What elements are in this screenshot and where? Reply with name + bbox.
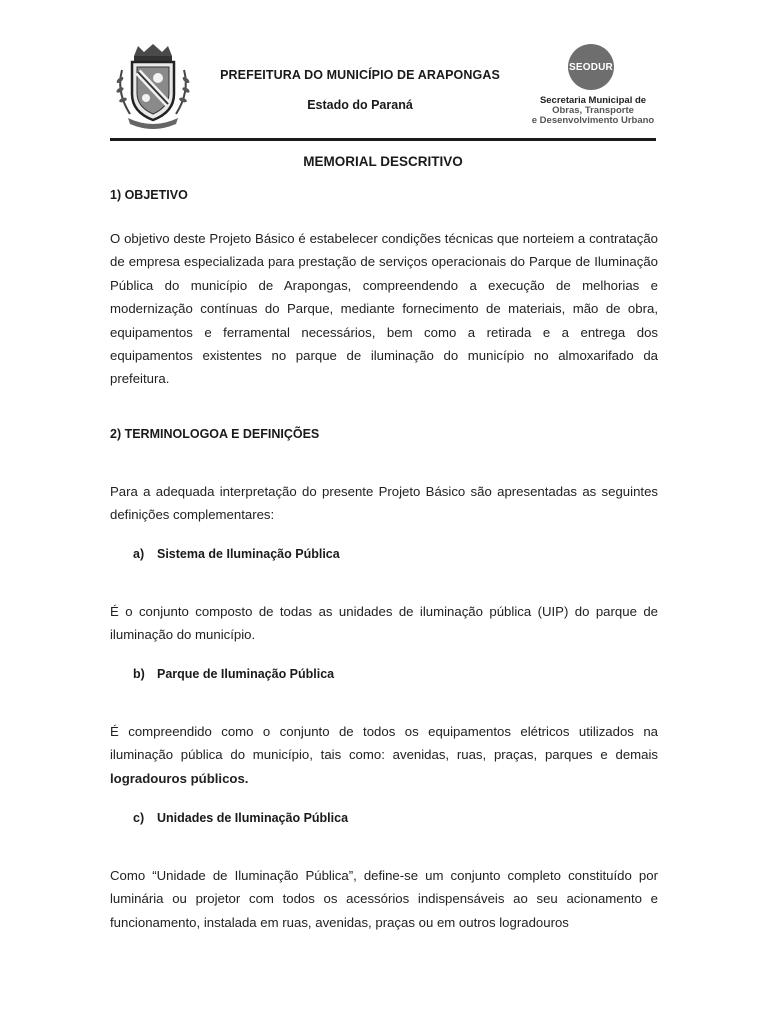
- definition-b-bold-text: logradouros públicos.: [110, 770, 249, 786]
- definition-a-paragraph: É o conjunto composto de todas as unidades de iluminação pública (UIP) do parque de iluminação do município.: [110, 604, 658, 643]
- seodur-line-2: Obras, Transporte: [552, 105, 634, 116]
- header-text: [200, 68, 520, 112]
- seodur-line-1: Secretaria Municipal de: [539, 95, 647, 106]
- definition-c-marker: c): [133, 811, 145, 825]
- definition-b-paragraph: [110, 720, 658, 790]
- document-header: [110, 40, 656, 136]
- definition-c-title: Unidades de Iluminação Pública: [157, 811, 349, 825]
- section-1-paragraph: O objetivo deste Projeto Básico é estabelecer condições técnicas que norteiem a contratação de empresa especializada para prestação de serviços operacionais do Parque de Iluminação Pública do município de Arapongas, compreendendo a execução de melhorias e modernização contínuas do Parque, mediante fornecimento de materiais, mão de obra, equipamentos e ferramental necessários, bem como a retirada e a entrega dos equipamentos existentes no parque de iluminação do município no almoxarifado da prefeitura.: [110, 231, 658, 387]
- definition-a-heading: [133, 547, 340, 561]
- definition-a-title: Sistema de Iluminação Pública: [157, 547, 340, 561]
- seodur-line-3: e Desenvolvimento Urbano: [531, 115, 655, 126]
- definition-b-title: Parque de Iluminação Pública: [157, 667, 335, 681]
- state-name: Estado do Paraná: [307, 98, 413, 112]
- section-2-heading: 2) TERMINOLOGOA E DEFINIÇÕES: [110, 427, 320, 441]
- org-title: PREFEITURA DO MUNICÍPIO DE ARAPONGAS: [220, 68, 500, 82]
- document-title: MEMORIAL DESCRITIVO: [303, 154, 463, 169]
- seodur-logo: [528, 44, 658, 128]
- definition-b-marker: b): [133, 667, 145, 681]
- section-2-paragraph: Para a adequada interpretação do presente Projeto Básico são apresentadas as seguintes definições complementares:: [110, 484, 658, 523]
- section-1-heading: 1) OBJETIVO: [110, 188, 188, 202]
- definition-c-paragraph: Como “Unidade de Iluminação Pública”, define-se um conjunto completo constituído por luminária ou projetor com todos os acessórios indispensáveis ao seu acionamento e funcionamento, instalada em ruas, avenidas, praças ou em outros logradouros: [110, 868, 658, 930]
- header-divider: [110, 138, 656, 141]
- definition-a-marker: a): [133, 547, 145, 561]
- seodur-badge: SEODUR: [568, 44, 614, 90]
- coat-of-arms-icon: [110, 42, 196, 130]
- seodur-caption: [528, 96, 658, 126]
- definition-c-heading: [133, 811, 348, 825]
- definition-b-text: É compreendido como o conjunto de todos os equipamentos elétricos utilizados na iluminação pública do município, tais como: avenidas, ruas, praças, parques e demais: [110, 724, 658, 763]
- definition-b-heading: [133, 667, 334, 681]
